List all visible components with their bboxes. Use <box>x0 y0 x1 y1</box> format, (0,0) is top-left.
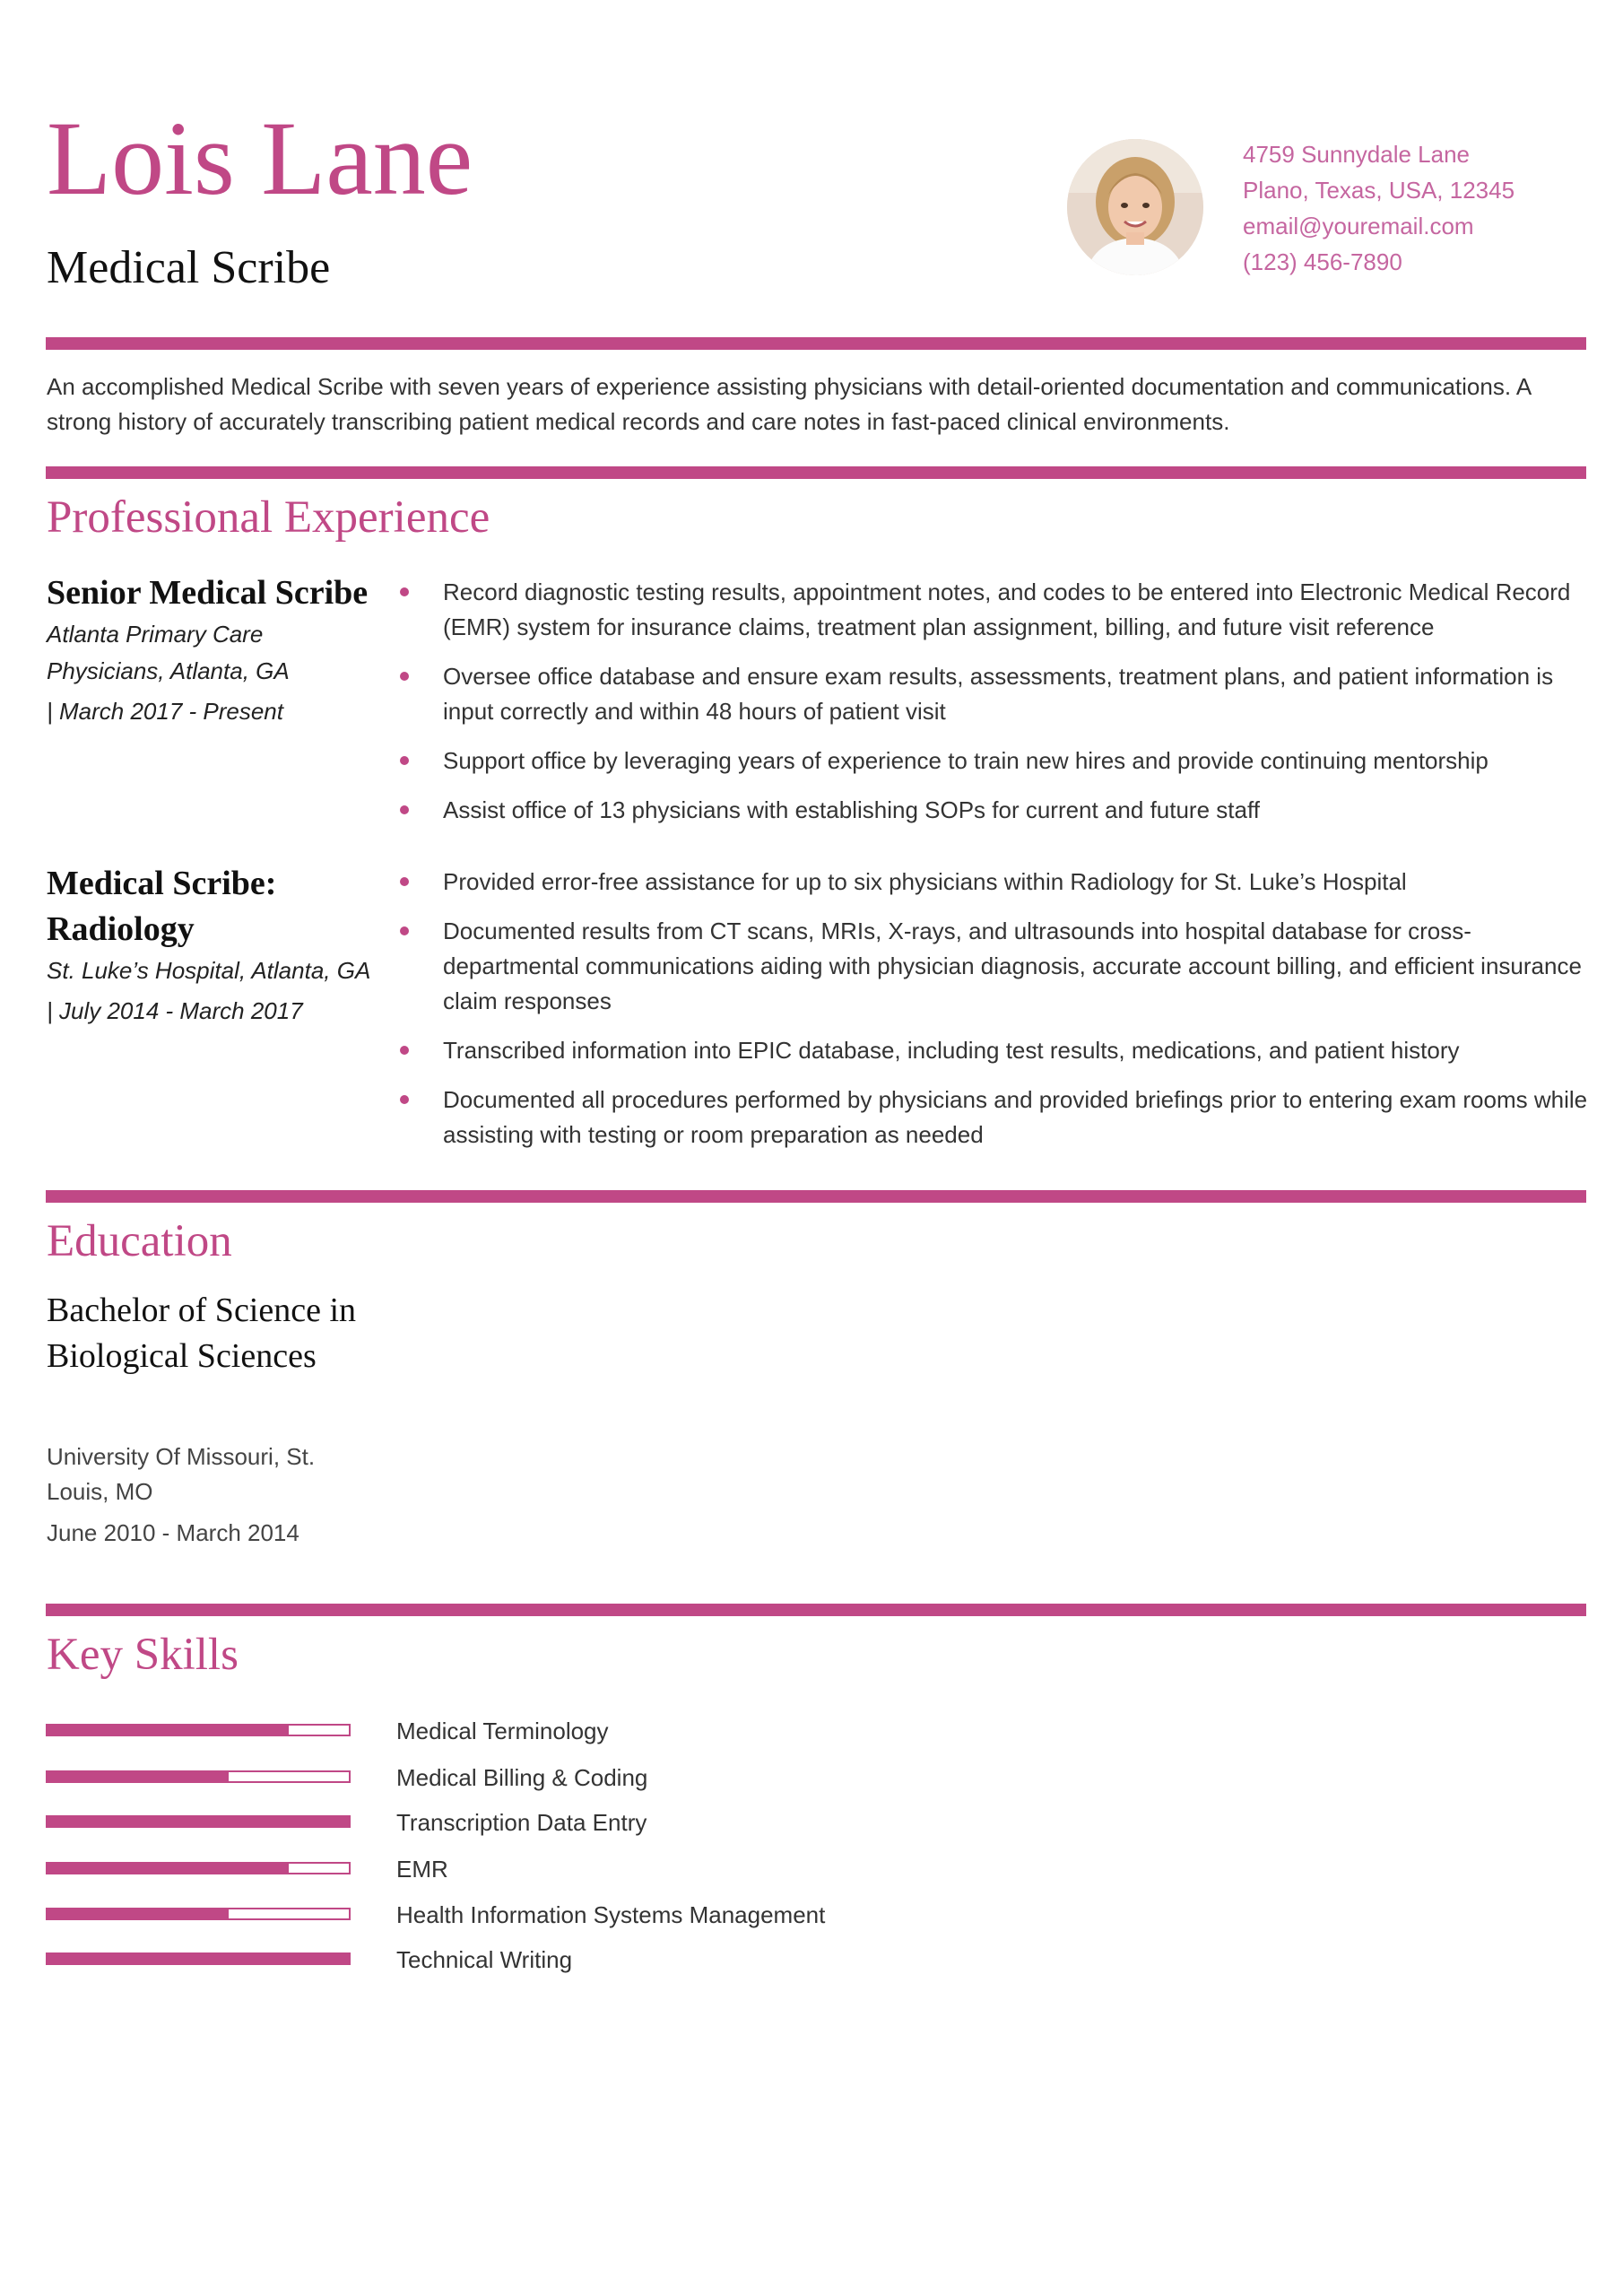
summary-text: An accomplished Medical Scribe with seven years of experience assisting physicians with detail-oriented documentation and communications. A strong history of accurately transcribing patient medical records and care notes in fast-paced clinical environments. <box>47 373 1531 435</box>
bullet-item <box>400 1033 1593 1068</box>
skill-name: EMR <box>396 1856 448 1883</box>
contact-city: Plano, Texas, USA, 12345 <box>1243 177 1515 204</box>
bullet-icon <box>400 756 409 765</box>
skill-level-bar <box>46 1862 351 1874</box>
bullet-text: Documented all procedures performed by physicians and provided briefings prior to entering exam rooms while assisting with testing or room preparation as needed <box>443 1086 1588 1148</box>
skill-name: Medical Billing & Coding <box>396 1764 648 1791</box>
job-role: Medical Scribe: Radiology <box>47 865 277 948</box>
contact-email[interactable]: email@youremail.com <box>1243 213 1474 239</box>
education-school: University Of Missouri, St. Louis, MO <box>47 1443 316 1505</box>
bullet-text: Transcribed information into EPIC database, including test results, medications, and patient history <box>443 1037 1460 1064</box>
bullet-text: Documented results from CT scans, MRIs, X-rays, and ultrasounds into hospital database for cross-departmental communications aiding with physician diagnosis, accurate account billing, and efficient insurance claim responses <box>443 918 1582 1014</box>
skill-row <box>0 1942 897 1978</box>
bullet-text: Provided error-free assistance for up to six physicians within Radiology for St. Luke’s Hospital <box>443 868 1407 895</box>
skill-level-bar <box>46 1952 351 1965</box>
contact-info <box>1243 136 1515 280</box>
job-employer: Atlanta Primary Care Physicians, Atlanta, GA <box>47 621 290 684</box>
bullet-item <box>400 793 1593 828</box>
skill-name: Medical Terminology <box>396 1718 609 1744</box>
bullet-text: Assist office of 13 physicians with establishing SOPs for current and future staff <box>443 796 1260 823</box>
bullet-icon <box>400 877 409 886</box>
bullet-icon <box>400 1095 409 1104</box>
bullet-icon <box>400 672 409 681</box>
divider <box>46 337 1586 350</box>
contact-address: 4759 Sunnydale Lane <box>1243 141 1471 168</box>
job-info <box>47 570 387 730</box>
job-info <box>47 861 387 1030</box>
skill-row <box>0 1805 897 1840</box>
skill-row <box>0 1851 897 1887</box>
skills-heading: Key Skills <box>47 1630 239 1680</box>
skill-level-bar <box>46 1815 351 1828</box>
profile-photo <box>1067 139 1203 275</box>
applicant-name: Lois Lane <box>47 100 473 217</box>
bullet-text: Record diagnostic testing results, appointment notes, and codes to be entered into Electronic Medical Record (EMR) system for insurance claims, treatment plan assignment, billing, and future visit reference <box>443 578 1571 640</box>
education-heading: Education <box>47 1216 232 1266</box>
applicant-title: Medical Scribe <box>47 242 331 293</box>
job-role: Senior Medical Scribe <box>47 574 369 612</box>
job-bullets <box>400 575 1593 842</box>
skill-name: Transcription Data Entry <box>396 1809 647 1836</box>
job-dates: | March 2017 - Present <box>47 698 283 725</box>
bullet-item <box>400 1083 1593 1152</box>
divider <box>46 466 1586 479</box>
education-dates: June 2010 - March 2014 <box>47 1519 299 1546</box>
skill-level-fill <box>48 1909 229 1918</box>
skill-row <box>0 1713 897 1749</box>
contact-phone: (123) 456-7890 <box>1243 248 1402 275</box>
skill-name: Health Information Systems Management <box>396 1901 826 1928</box>
divider <box>46 1190 1586 1203</box>
skill-level-fill <box>48 1772 229 1781</box>
skill-level-fill <box>48 1864 289 1873</box>
skill-level-bar <box>46 1724 351 1736</box>
skill-level-fill <box>48 1726 289 1735</box>
bullet-icon <box>400 805 409 814</box>
bullet-item <box>400 865 1593 900</box>
bullet-icon <box>400 587 409 596</box>
job-bullets <box>400 865 1593 1167</box>
education-degree: Bachelor of Science in Biological Sciences <box>47 1292 357 1375</box>
bullet-text: Oversee office database and ensure exam results, assessments, treatment plans, and patient information is input correctly and within 48 hours of patient visit <box>443 663 1554 725</box>
job-dates: | July 2014 - March 2017 <box>47 997 303 1024</box>
bullet-item <box>400 744 1593 778</box>
portrait-image <box>1067 139 1203 275</box>
bullet-text: Support office by leveraging years of experience to train new hires and provide continuing mentorship <box>443 747 1488 774</box>
bullet-item <box>400 914 1593 1019</box>
skill-level-fill <box>48 1817 349 1826</box>
skill-level-bar <box>46 1908 351 1920</box>
skill-level-fill <box>48 1954 349 1963</box>
skill-name: Technical Writing <box>396 1946 573 1973</box>
skill-level-bar <box>46 1770 351 1783</box>
bullet-icon <box>400 926 409 935</box>
divider <box>46 1604 1586 1616</box>
bullet-item <box>400 575 1593 645</box>
bullet-icon <box>400 1046 409 1055</box>
bullet-item <box>400 659 1593 729</box>
skill-row <box>0 1897 897 1933</box>
experience-heading: Professional Experience <box>47 492 490 543</box>
skill-row <box>0 1760 897 1796</box>
job-employer: St. Luke’s Hospital, Atlanta, GA <box>47 957 371 984</box>
